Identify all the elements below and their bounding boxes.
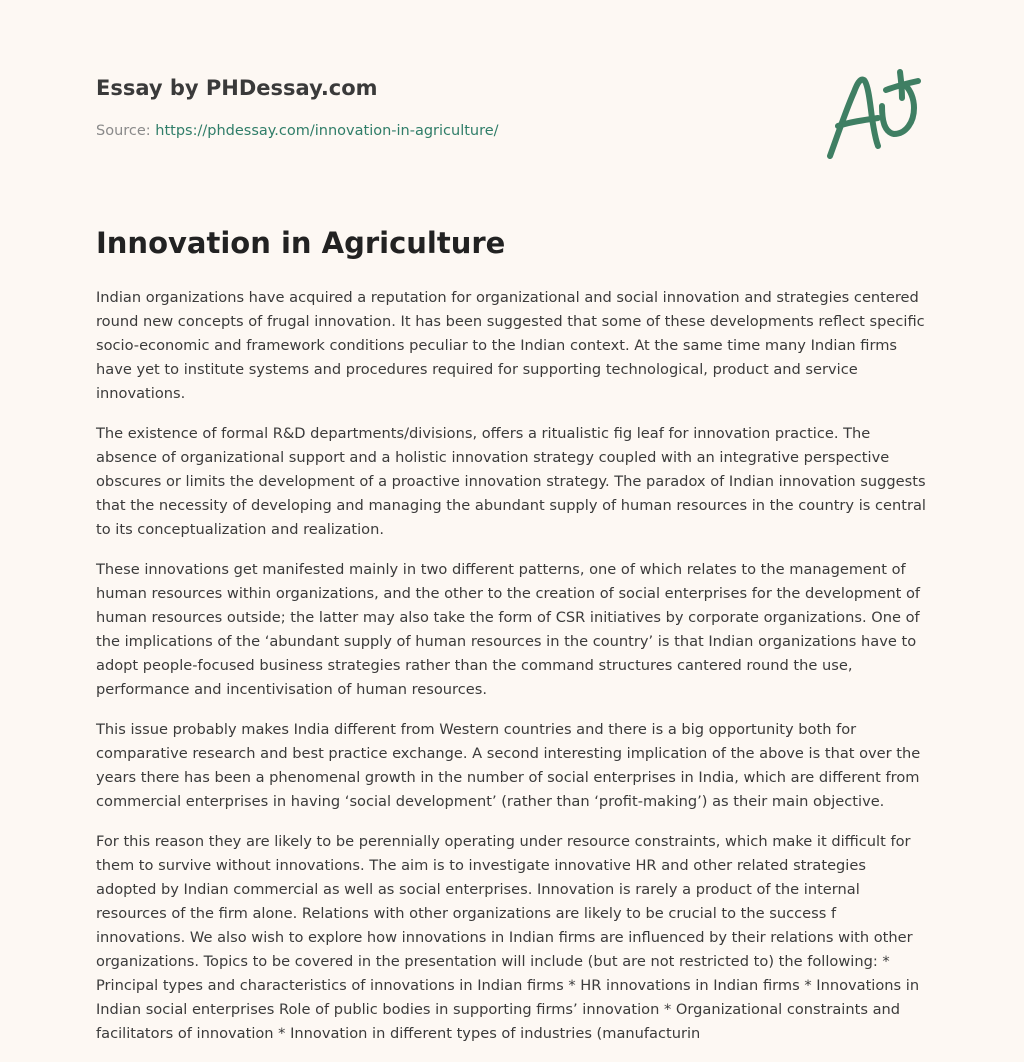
essay-paragraph: Indian organizations have acquired a reputation for organizational and social innovation and strategies centered round new concepts of frugal innovation. It has been suggested that some of these developments reflect specific socio-economic and framework conditions peculiar to the Indian context. At the same time many Indian firms have yet to institute systems and procedures required for supporting technological, product and service innovations. — [96, 289, 925, 402]
a-plus-logo-icon — [824, 68, 924, 164]
source-label: Source: — [96, 123, 151, 139]
essay-body — [96, 286, 928, 1062]
essay-paragraph: The existence of formal R&D departments/divisions, offers a ritualistic fig leaf for innovation practice. The absence of organizational support and a holistic innovation strategy coupled with an integrative perspective obscures or limits the development of a proactive innovation strategy. The paradox of Indian innovation suggests that the necessity of developing and managing the abundant supply of human resources in the country is central to its conceptualization and realization. — [96, 425, 926, 538]
site-title: Essay by PHDessay.com — [96, 76, 378, 100]
source-line — [96, 123, 499, 139]
essay-paragraph: This issue probably makes India different from Western countries and there is a big opportunity both for comparative research and best practice exchange. A second interesting implication of the above is that over the years there has been a phenomenal growth in the number of social enterprises in India, which are different from commercial enterprises in having ‘social development’ (rather than ‘profit-making’) as their main objective. — [96, 721, 921, 810]
essay-title: Innovation in Agriculture — [96, 226, 506, 260]
source-link[interactable]: https://phdessay.com/innovation-in-agriculture/ — [155, 123, 499, 139]
essay-paragraph: These innovations get manifested mainly in two different patterns, one of which relates to the management of human resources within organizations, and the other to the creation of social enterprises for the development of human resources outside; the latter may also take the form of CSR initiatives by corporate organizations. One of the implications of the ‘abundant supply of human resources in the country’ is that Indian organizations have to adopt people-focused business strategies rather than the command structures cantered round the use, performance and incentivisation of human resources. — [96, 561, 921, 698]
essay-paragraph: For this reason they are likely to be perennially operating under resource constraints, which make it difficult for them to survive without innovations. The aim is to investigate innovative HR and other related strategies adopted by Indian commercial as well as social enterprises. Innovation is rarely a product of the internal resources of the firm alone. Relations with other organizations are likely to be crucial to the success f innovations. We also wish to explore how innovations in Indian firms are influenced by their relations with other organizations. Topics to be covered in the presentation will include (but are not restricted to) the following: * Principal types and characteristics of innovations in Indian firms * HR innovations in Indian firms * Innovations in Indian social enterprises Role of public bodies in supporting firms’ innovation * Organizational constraints and facilitators of innovation * Innovation in different types of industries (manufacturin — [96, 833, 920, 1042]
